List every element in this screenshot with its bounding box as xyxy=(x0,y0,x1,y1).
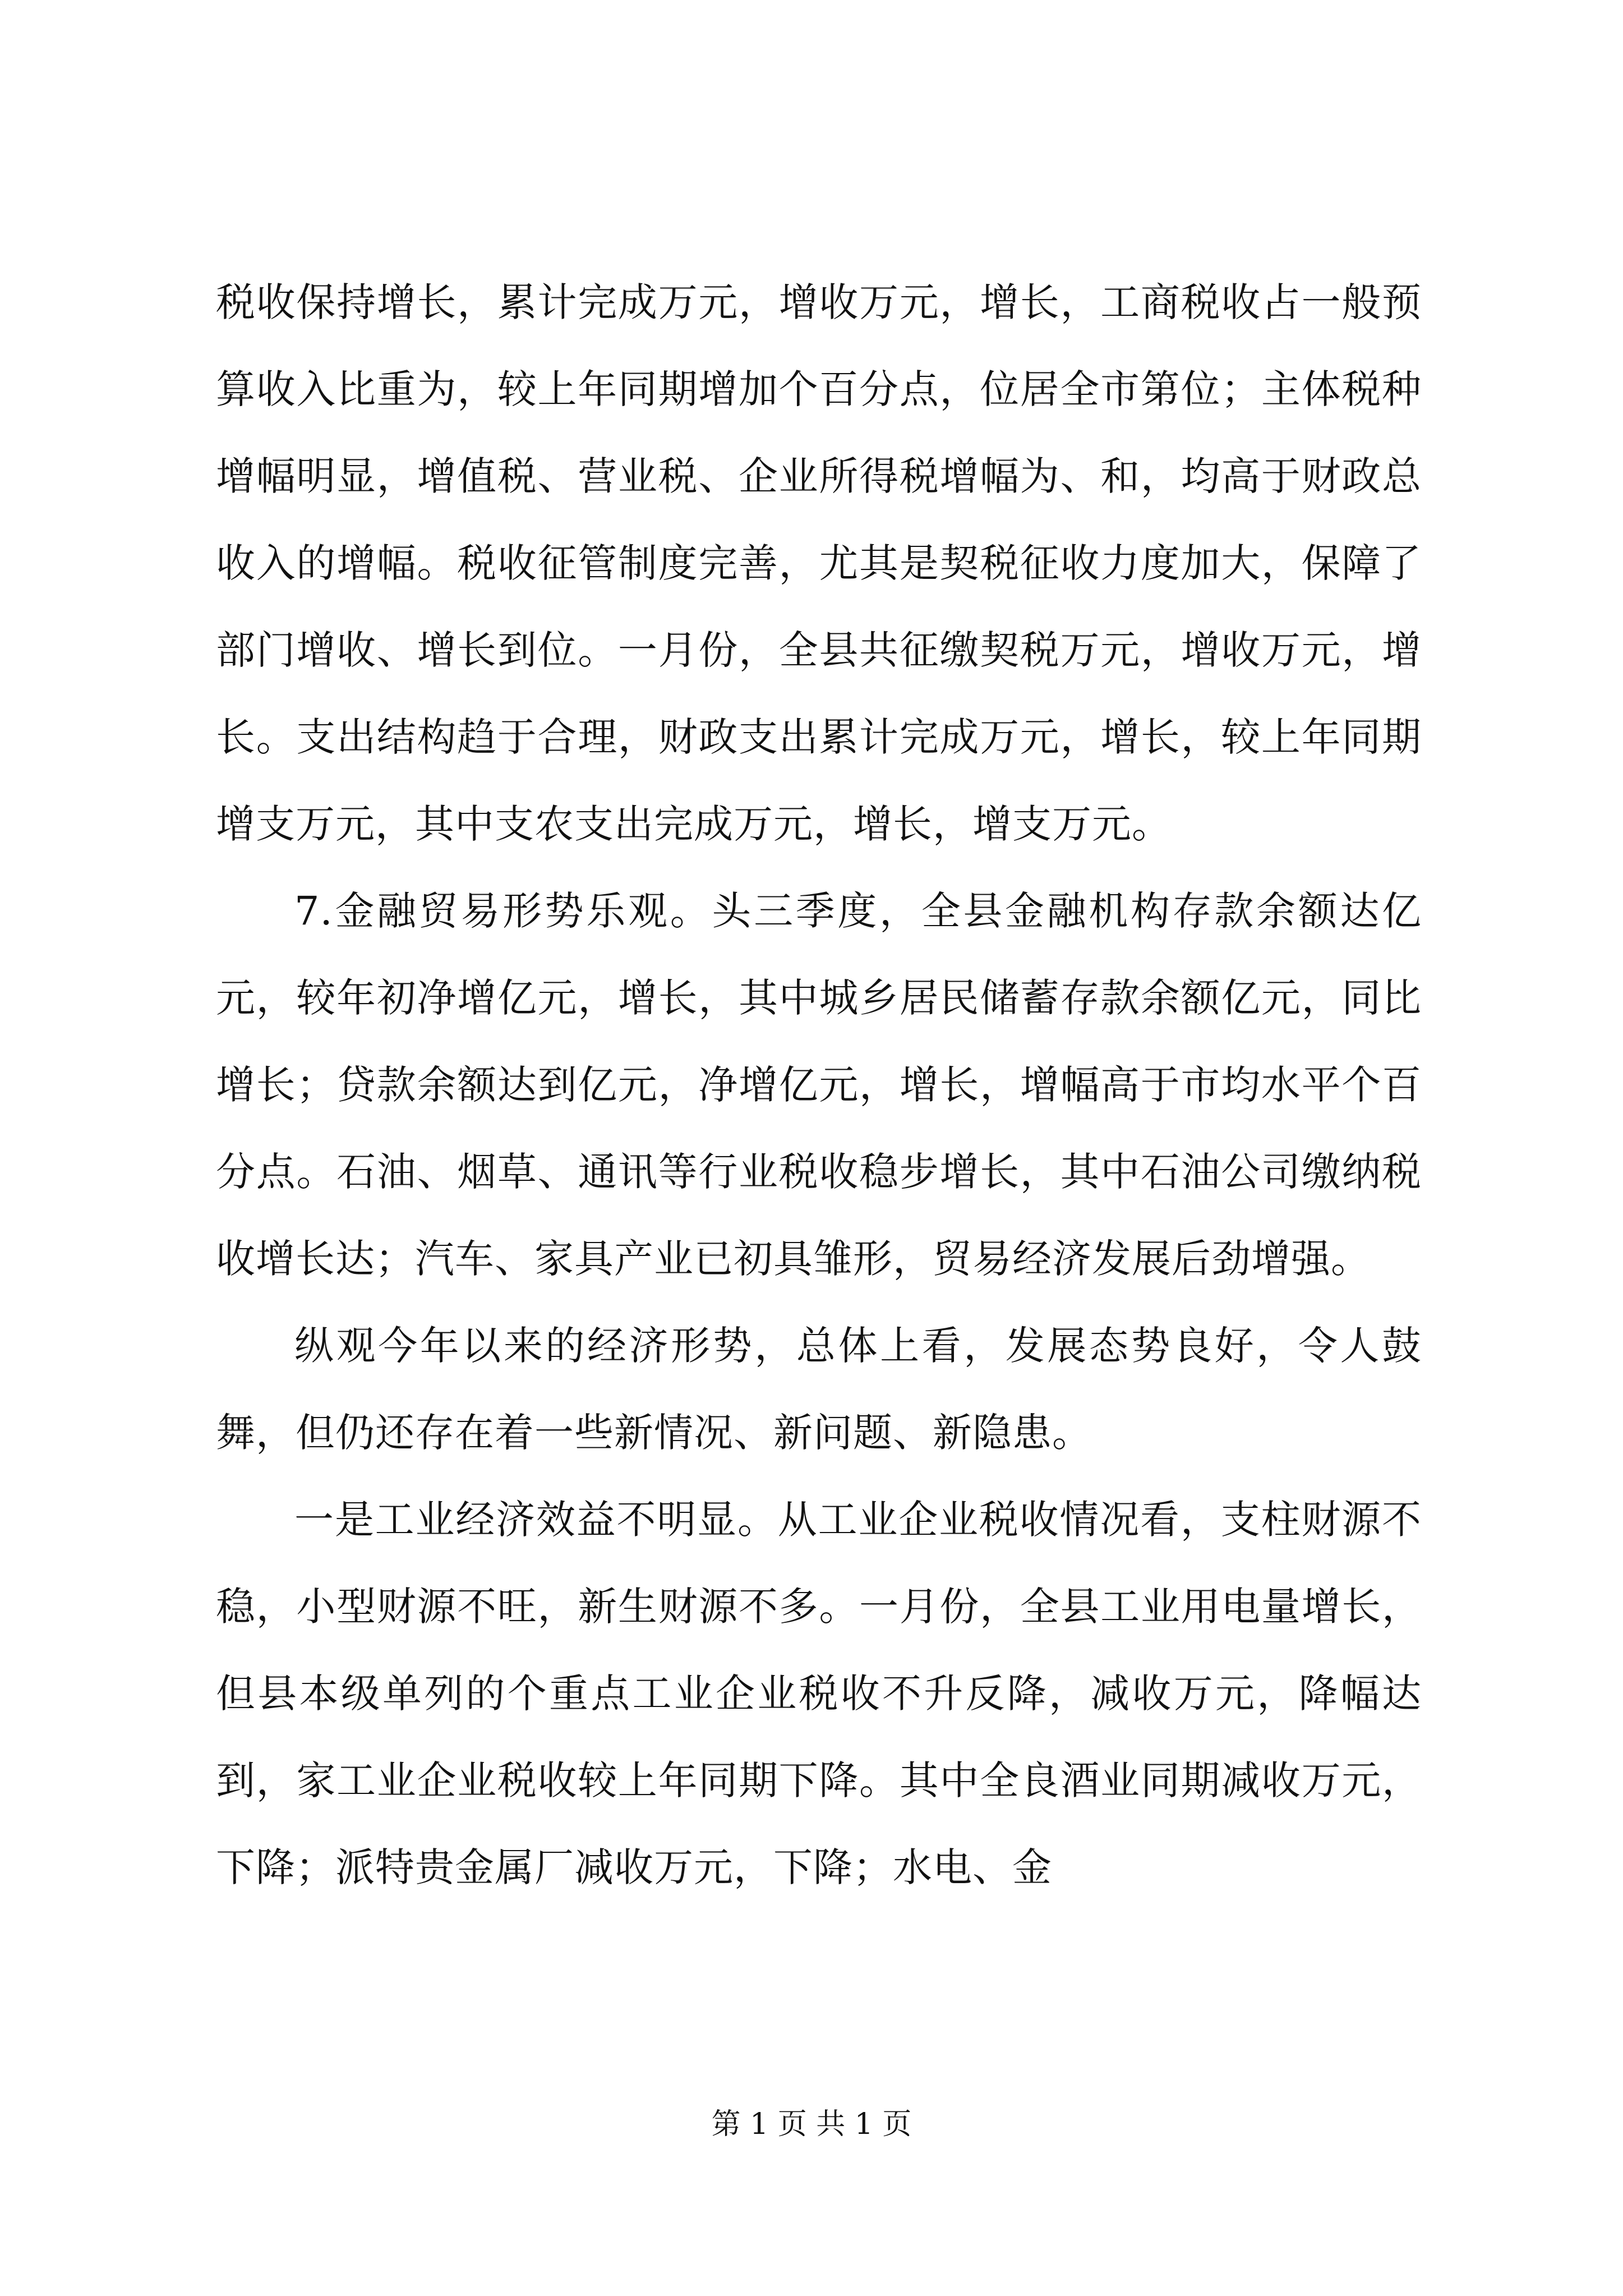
paragraph-industrial-efficiency: 一是工业经济效益不明显。从工业企业税收情况看，支柱财源不稳，小型财源不旺，新生财源不多。一月份，全县工业用电量增长，但县本级单列的个重点工业企业税收不升反降，减收万元，降幅达到，家工业企业税收较上年同期下降。其中全良酒业同期减收万元，下降；派特贵金属厂减收万元，下降；水电、金 xyxy=(216,1497,1422,1890)
paragraph-tax-revenue: 税收保持增长，累计完成万元，增收万元，增长，工商税收占一般预算收入比重为，较上年同期增加个百分点，位居全市第位；主体税种增幅明显，增值税、营业税、企业所得税增幅为、和，均高于财政总收入的增幅。税收征管制度完善，尤其是契税征收力度加大，保障了部门增收、增长到位。一月份，全县共征缴契税万元，增收万元，增长。支出结构趋于合理，财政支出累计完成万元，增长，较上年同期增支万元，其中支农支出完成万元，增长，增支万元。 xyxy=(216,279,1422,847)
paragraph-finance-trade: 7.金融贸易形势乐观。头三季度，全县金融机构存款余额达亿元，较年初净增亿元，增长，其中城乡居民储蓄存款余额亿元，同比增长；贷款余额达到亿元，净增亿元，增长，增幅高于市均水平个百分点。石油、烟草、通讯等行业税收稳步增长，其中石油公司缴纳税收增长达；汽车、家具产业已初具雏形，贸易经济发展后劲增强。 xyxy=(216,888,1422,1282)
paragraph-overview: 纵观今年以来的经济形势，总体上看，发展态势良好，令人鼓舞，但仍还存在着一些新情况、新问题、新隐患。 xyxy=(216,1323,1422,1456)
page-footer: 第 1 页 共 1 页 xyxy=(711,2108,912,2141)
document-body xyxy=(216,259,1422,1911)
